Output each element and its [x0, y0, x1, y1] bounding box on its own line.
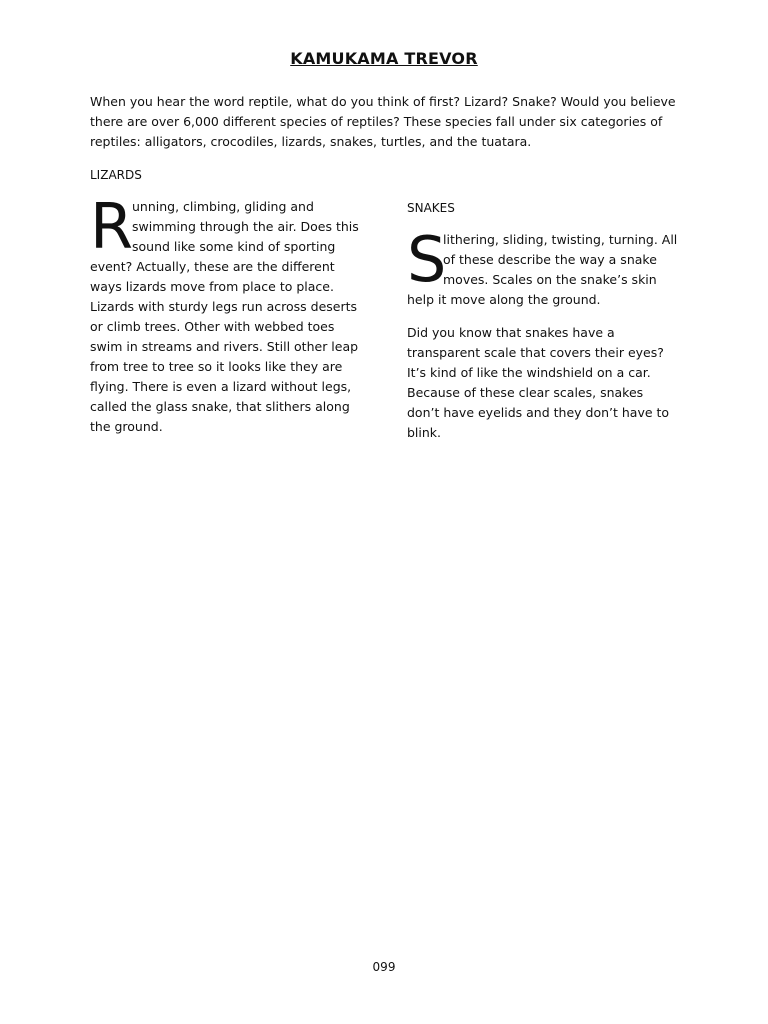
page-number: 099 — [372, 960, 396, 974]
snakes-heading: SNAKES — [407, 201, 455, 215]
intro-paragraph: When you hear the word reptile, what do you think of first? Lizard? Snake? Would you believe there are over 6,000 different species of reptiles? These species fall under six categories of reptiles: alligators, crocodiles, lizards, snakes, turtles, and the tuatara. — [90, 94, 676, 149]
lizards-paragraph — [90, 190, 362, 437]
snakes-dropcap: S — [407, 223, 447, 296]
lizards-dropcap: R — [90, 190, 134, 263]
snakes-paragraph-2: Did you know that snakes have a transparent scale that covers their eyes? It’s kind of like the windshield on a car. Because of these clear scales, snakes don’t have eyelids and they don’t have to blink. — [407, 325, 670, 440]
lizards-heading: LIZARDS — [90, 168, 142, 182]
lizards-body: unning, climbing, gliding and swimming through the air. Does this sound like some kind of sporting event? Actually, these are the different ways lizards move from place to place. Lizards with sturdy legs run across deserts or climb trees. Other with webbed toes swim in streams and rivers. Still other leap from tree to tree so it looks like they are flying. There is even a lizard without legs, called the glass snake, that slithers along the ground. — [90, 199, 359, 434]
page-title: KAMUKAMA TREVOR — [290, 49, 478, 68]
snakes-paragraph — [407, 223, 679, 310]
snakes-body: lithering, sliding, twisting, turning. All of these describe the way a snake moves. Scales on the snake’s skin help it move along the ground. — [407, 232, 678, 307]
